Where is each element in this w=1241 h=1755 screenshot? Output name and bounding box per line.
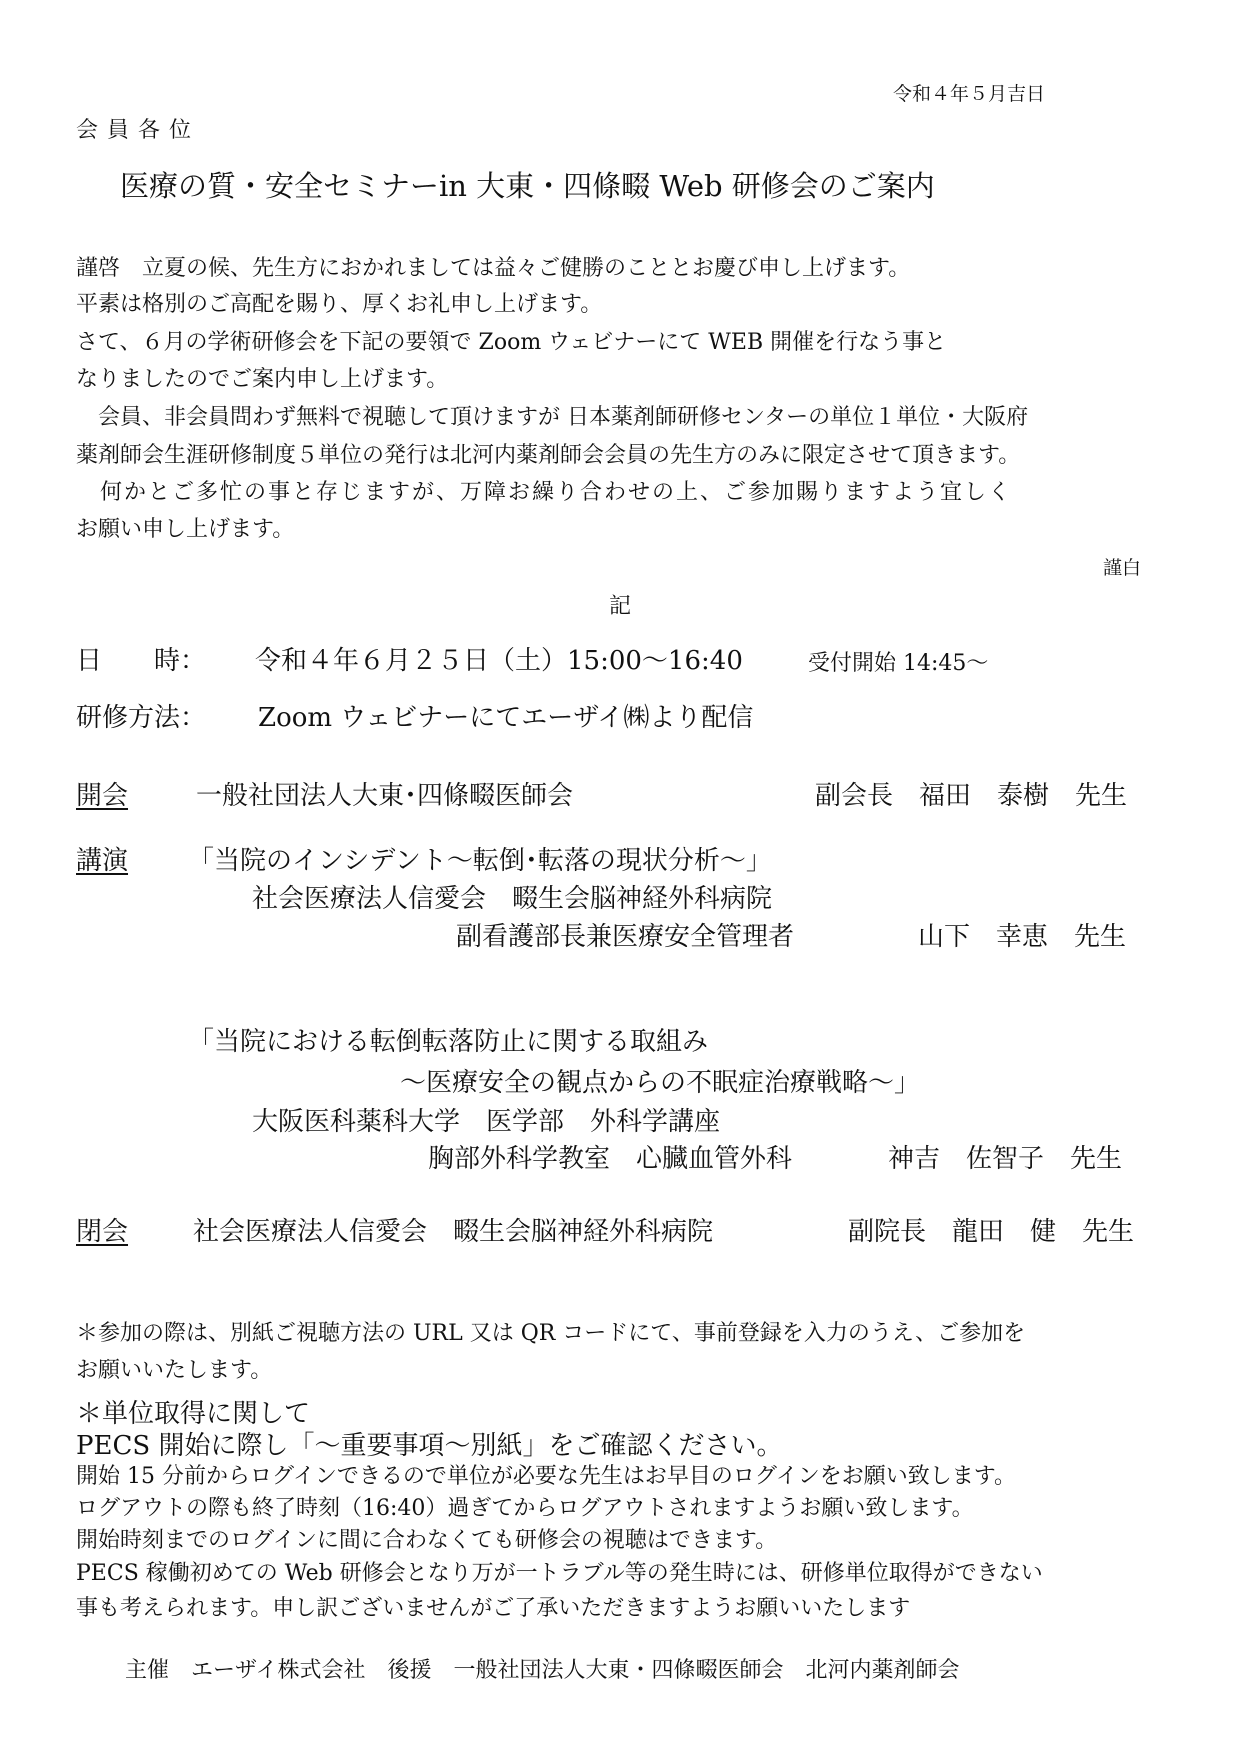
greeting-line: 薬剤師会生涯研修制度５単位の発行は北河内薬剤師会会員の先生方のみに限定させて頂きます。 (76, 443, 1021, 468)
talk2-affiliation: 大阪医科薬科大学 医学部 外科学講座 (252, 1107, 721, 1137)
greeting-line: さて、６月の学術研修会を下記の要領で Zoom ウェビナーにて WEB 開催を行なう事と (76, 330, 947, 355)
ki-mark: 記 (609, 594, 632, 619)
reception-time: 受付開始 14:45～ (808, 651, 989, 676)
credit-note-line: 事も考えられます。申し訳ございませんがご了承いただきますようお願いいたします (76, 1596, 911, 1621)
closing-label: 閉会 (76, 1217, 129, 1247)
talk1-position: 副看護部長兼医療安全管理者 (456, 922, 795, 952)
date-value: 令和４年６月２５日（土）15:00～16:40 (255, 646, 743, 676)
greeting-line: お願い申し上げます。 (76, 517, 295, 542)
method-label: 研修方法： (76, 703, 207, 733)
opening-org: 一般社団法人大東･四條畷医師会 (196, 781, 574, 811)
credit-note-line: ログアウトの際も終了時刻（16:40）過ぎてからログアウトされますようお願い致します。 (76, 1496, 974, 1521)
participation-note-line: ＊参加の際は、別紙ご視聴方法の URL 又は QR コードにて、事前登録を入力のうえ、ご参加を (76, 1321, 1026, 1346)
participation-note-line: お願いいたします。 (76, 1358, 273, 1383)
talk1-affiliation: 社会医療法人信愛会 畷生会脳神経外科病院 (252, 884, 773, 914)
talk2-speaker: 神吉 佐智子 先生 (888, 1144, 1123, 1174)
greeting-line: 何かとご多忙の事と存じますが、万障お繰り合わせの上、ご参加賜りますよう宜しく (76, 480, 1013, 505)
opening-person: 副会長 福田 泰樹 先生 (815, 781, 1128, 811)
greeting-line: 会員、非会員問わず無料で視聴して頂けますが 日本薬剤師研修センターの単位１単位・大阪府 (76, 405, 1029, 430)
page-title: 医療の質・安全セミナーin 大東・四條畷 Web 研修会のご案内 (120, 169, 935, 203)
credit-note-line: 開始 15 分前からログインできるので単位が必要な先生はお早目のログインをお願い致します。 (76, 1464, 1017, 1489)
date-label: 日 時： (76, 646, 207, 676)
credit-pecs: PECS 開始に際し「～重要事項～別紙」をご確認ください。 (76, 1431, 783, 1461)
credit-note-line: PECS 稼働初めての Web 研修会となり万が一トラブル等の発生時には、研修単位取得ができない (76, 1561, 1043, 1586)
talk2-title-line2: ～医療安全の観点からの不眠症治療戦略～」 (400, 1068, 921, 1098)
greeting-line: 平素は格別のご高配を賜り、厚くお礼申し上げます。 (76, 292, 603, 317)
addressee: 会員各位 (76, 118, 201, 143)
lecture-label: 講演 (76, 846, 129, 876)
talk2-title-line1: 「当院における転倒転落防止に関する取組み (188, 1027, 709, 1057)
closing-word: 謹白 (1103, 557, 1142, 579)
talk2-department: 胸部外科学教室 心臓血管外科 (428, 1144, 793, 1174)
sponsor-footer: 主催 エーザイ株式会社 後援 一般社団法人大東・四條畷医師会 北河内薬剤師会 (125, 1658, 960, 1683)
credit-note-line: 開始時刻までのログインに間に合わなくても研修会の視聴はできます。 (76, 1528, 778, 1553)
talk1-speaker: 山下 幸恵 先生 (918, 922, 1127, 952)
talk1-title: 「当院のインシデント～転倒･転落の現状分析～」 (188, 846, 772, 876)
credit-heading: ＊単位取得に関して (76, 1399, 311, 1429)
greeting-line: 謹啓 立夏の候、先生方におかれましては益々ご健勝のこととお慶び申し上げます。 (76, 256, 911, 281)
method-value: Zoom ウェビナーにてエーザイ㈱より配信 (258, 703, 754, 733)
closing-org: 社会医療法人信愛会 畷生会脳神経外科病院 (193, 1217, 714, 1247)
closing-person: 副院長 龍田 健 先生 (848, 1217, 1135, 1247)
greeting-line: なりましたのでご案内申し上げます。 (76, 367, 449, 392)
issue-date: 令和４年５月吉日 (893, 83, 1046, 105)
opening-label: 開会 (76, 781, 129, 811)
